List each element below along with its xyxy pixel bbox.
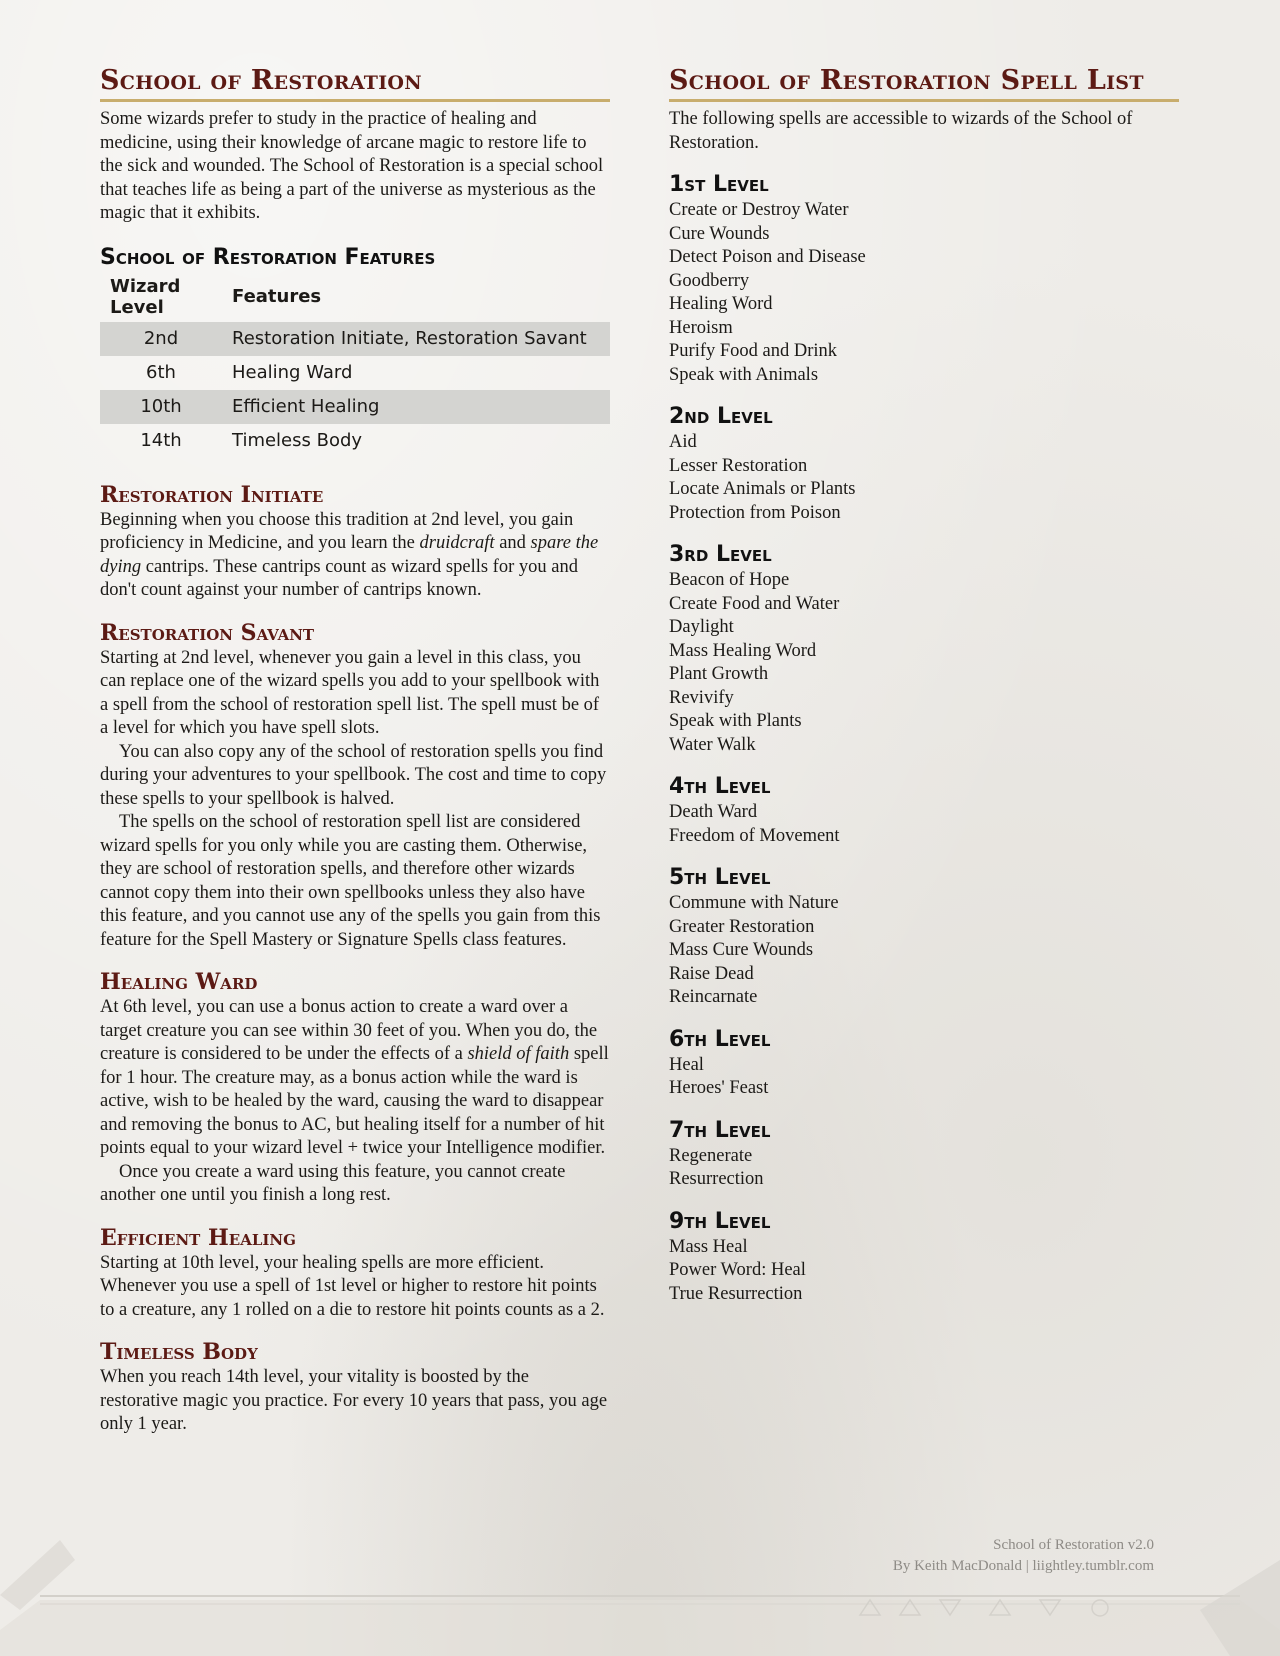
spell-list-intro: The following spells are accessible to wizards of the School of Restoration. bbox=[669, 109, 1133, 153]
spell-level-block bbox=[669, 1208, 1179, 1307]
spell-item: Speak with Plants bbox=[669, 711, 802, 731]
spell-level-heading: 2nd Level bbox=[669, 404, 773, 429]
spell-level-block bbox=[669, 773, 1179, 848]
spell-item: Cure Wounds bbox=[669, 223, 770, 244]
text-span: Beginning when you choose this tradition at 2nd level, you gain proficiency in Medicine, and you learn the bbox=[100, 509, 574, 553]
restoration-initiate-text bbox=[100, 509, 610, 603]
spell-item: Create or Destroy Water bbox=[669, 200, 849, 220]
spell-level-block bbox=[669, 1026, 1179, 1101]
spell-item: Raise Dead bbox=[669, 963, 754, 984]
spell-item: Resurrection bbox=[669, 1169, 764, 1189]
spell-item: Detect Poison and Disease bbox=[669, 247, 866, 267]
row-level: 10th bbox=[100, 390, 222, 424]
spell-level-block bbox=[669, 171, 1179, 387]
decorative-footer-border bbox=[0, 1500, 1280, 1656]
text-span: and bbox=[494, 533, 531, 553]
spell-item: Power Word: Heal bbox=[669, 1260, 806, 1280]
spell-list bbox=[669, 199, 1179, 387]
spell-item: Protection from Poison bbox=[669, 502, 841, 523]
spell-level-block bbox=[669, 403, 1179, 525]
spell-item: Mass Healing Word bbox=[669, 640, 817, 661]
spell-level-heading: 3rd Level bbox=[669, 542, 772, 567]
spell-list bbox=[669, 431, 1179, 525]
healing-ward-heading: Healing Ward bbox=[100, 969, 258, 995]
row-feature: Efficient Healing bbox=[222, 390, 610, 424]
row-feature: Restoration Initiate, Restoration Savant bbox=[222, 322, 610, 356]
spell-list bbox=[669, 1145, 1179, 1192]
spell-item: Mass Heal bbox=[669, 1236, 748, 1257]
efficient-healing-text: Starting at 10th level, your healing spells are more efficient. Whenever you use a spell of 1st level or higher to restore hit points to a creature, any 1 rolled on a die to restore hit points counts as a 2. bbox=[100, 1252, 605, 1320]
spell-item: Lesser Restoration bbox=[669, 455, 808, 476]
restoration-savant-p2: You can also copy any of the school of restoration spells you find during your adventures to your spellbook. The cost and time to copy these spells to your spellbook is halved. bbox=[100, 741, 607, 809]
spell-level-heading: 4th Level bbox=[669, 774, 771, 799]
restoration-savant-p3: The spells on the school of restoration spell list are considered wizard spells for you only while you are casting them. Otherwise, they are school of restoration spells, and therefore other wizards cannot copy them into their own spellbooks unless they also have this feature, and you cannot use any of the spells you gain from this feature for the Spell Mastery or Signature Spells class features. bbox=[100, 812, 601, 950]
footer-version: School of Restoration v2.0 bbox=[993, 1537, 1154, 1553]
spell-level-block bbox=[669, 864, 1179, 1010]
spell-list bbox=[669, 569, 1179, 757]
text-span: spell for 1 hour. The creature may, as a bonus action while the ward is active, wish to be healed by the ward, causing the ward to disappear and removing the bonus to AC, but healing itself for a number of hit points equal to your wizard level + twice your Intelligence modifier. bbox=[100, 1044, 609, 1158]
spell-level-heading: 5th Level bbox=[669, 865, 771, 890]
restoration-savant-p1: Starting at 2nd level, whenever you gain a level in this class, you can replace one of the wizard spells you add to your spellbook with a spell from the school of restoration spell list. The spell must be of a level for which you have spell slots. bbox=[100, 647, 600, 738]
spell-item: Purify Food and Drink bbox=[669, 341, 838, 361]
spell-item: Freedom of Movement bbox=[669, 825, 840, 846]
row-feature: Healing Ward bbox=[232, 362, 353, 383]
spell-list-title: School of Restoration Spell List bbox=[669, 64, 1179, 102]
spell-item: Aid bbox=[669, 432, 697, 452]
text-span: cantrips. These cantrips count as wizard spells for you and don't count against your number of cantrips known. bbox=[100, 556, 578, 600]
spell-item: Revivify bbox=[669, 687, 734, 708]
footer-credit: By Keith MacDonald | liightley.tumblr.com bbox=[892, 1558, 1154, 1574]
spell-levels bbox=[669, 171, 1179, 1306]
spell-item: Speak with Animals bbox=[669, 364, 819, 385]
table-row bbox=[100, 322, 610, 356]
spell-item: Mass Cure Wounds bbox=[669, 940, 814, 960]
timeless-body-heading: Timeless Body bbox=[100, 1339, 258, 1365]
spell-item: Commune with Nature bbox=[669, 893, 839, 913]
row-level: 14th bbox=[140, 430, 182, 451]
row-feature: Timeless Body bbox=[232, 430, 363, 451]
header-wizard-level: Wizard Level bbox=[110, 275, 181, 318]
spell-level-heading: 7th Level bbox=[669, 1117, 771, 1143]
spell-list bbox=[669, 1236, 1179, 1307]
table-row bbox=[100, 356, 610, 390]
spell-item: Heroism bbox=[669, 317, 733, 338]
features-table-title: School of Restoration Features bbox=[100, 244, 436, 270]
spell-item: Heal bbox=[669, 1054, 704, 1075]
table-row bbox=[100, 424, 610, 458]
spell-level-block bbox=[669, 541, 1179, 757]
row-level: 2nd bbox=[100, 322, 222, 356]
spell-item: Plant Growth bbox=[669, 664, 769, 684]
spell-item: Regenerate bbox=[669, 1145, 753, 1166]
spell-item: Healing Word bbox=[669, 294, 773, 314]
intro-paragraph: Some wizards prefer to study in the practice of healing and medicine, using their knowledge of arcane magic to restore life to the sick and wounded. The School of Restoration is a special school that teaches life as being a part of the universe as mysterious as the magic that it exhibits. bbox=[100, 109, 604, 223]
efficient-healing-heading: Efficient Healing bbox=[100, 1224, 296, 1251]
spell-name-druidcraft: druidcraft bbox=[419, 533, 495, 553]
spell-level-heading: 1st Level bbox=[669, 172, 769, 197]
table-row bbox=[100, 390, 610, 424]
left-column bbox=[100, 64, 610, 1437]
page-title: School of Restoration bbox=[100, 64, 610, 102]
row-level: 6th bbox=[146, 362, 176, 383]
healing-ward-p1 bbox=[100, 996, 610, 1161]
spell-item: Heroes' Feast bbox=[669, 1078, 769, 1098]
spell-name-shield-of-faith: shield of faith bbox=[467, 1044, 570, 1064]
features-table bbox=[100, 274, 610, 458]
timeless-body-text: When you reach 14th level, your vitality is boosted by the restorative magic you practice. For every 10 years that pass, you age only 1 year. bbox=[100, 1367, 608, 1434]
spell-item: Reincarnate bbox=[669, 987, 758, 1007]
restoration-initiate-heading: Restoration Initiate bbox=[100, 481, 324, 508]
right-column bbox=[669, 64, 1179, 1306]
spell-list bbox=[669, 1054, 1179, 1101]
spell-list bbox=[669, 801, 1179, 848]
restoration-savant-heading: Restoration Savant bbox=[100, 619, 315, 646]
spell-item: Beacon of Hope bbox=[669, 570, 790, 590]
text-span: At 6th level, you can use a bonus action to create a ward over a target creature you can see within 30 feet of you. When you do, the creature is considered to be under the effects of a bbox=[100, 997, 598, 1064]
spell-item: Locate Animals or Plants bbox=[669, 479, 856, 499]
spell-item: Goodberry bbox=[669, 270, 750, 291]
spell-level-heading: 9th Level bbox=[669, 1208, 771, 1234]
spell-level-heading: 6th Level bbox=[669, 1026, 771, 1052]
spell-item: Death Ward bbox=[669, 802, 758, 822]
spell-item: Greater Restoration bbox=[669, 916, 815, 937]
spell-item: Daylight bbox=[669, 617, 734, 637]
spell-list bbox=[669, 892, 1179, 1010]
healing-ward-p2: Once you create a ward using this feature, you cannot create another one until you finish a long rest. bbox=[100, 1161, 566, 1205]
header-features: Features bbox=[232, 286, 322, 307]
table-header-row bbox=[100, 274, 610, 322]
spell-item: Water Walk bbox=[669, 734, 756, 755]
spell-item: True Resurrection bbox=[669, 1283, 803, 1304]
spell-item: Create Food and Water bbox=[669, 593, 840, 614]
spell-name-spare-the-dying: spare the dying bbox=[100, 533, 599, 577]
spell-level-block bbox=[669, 1117, 1179, 1192]
